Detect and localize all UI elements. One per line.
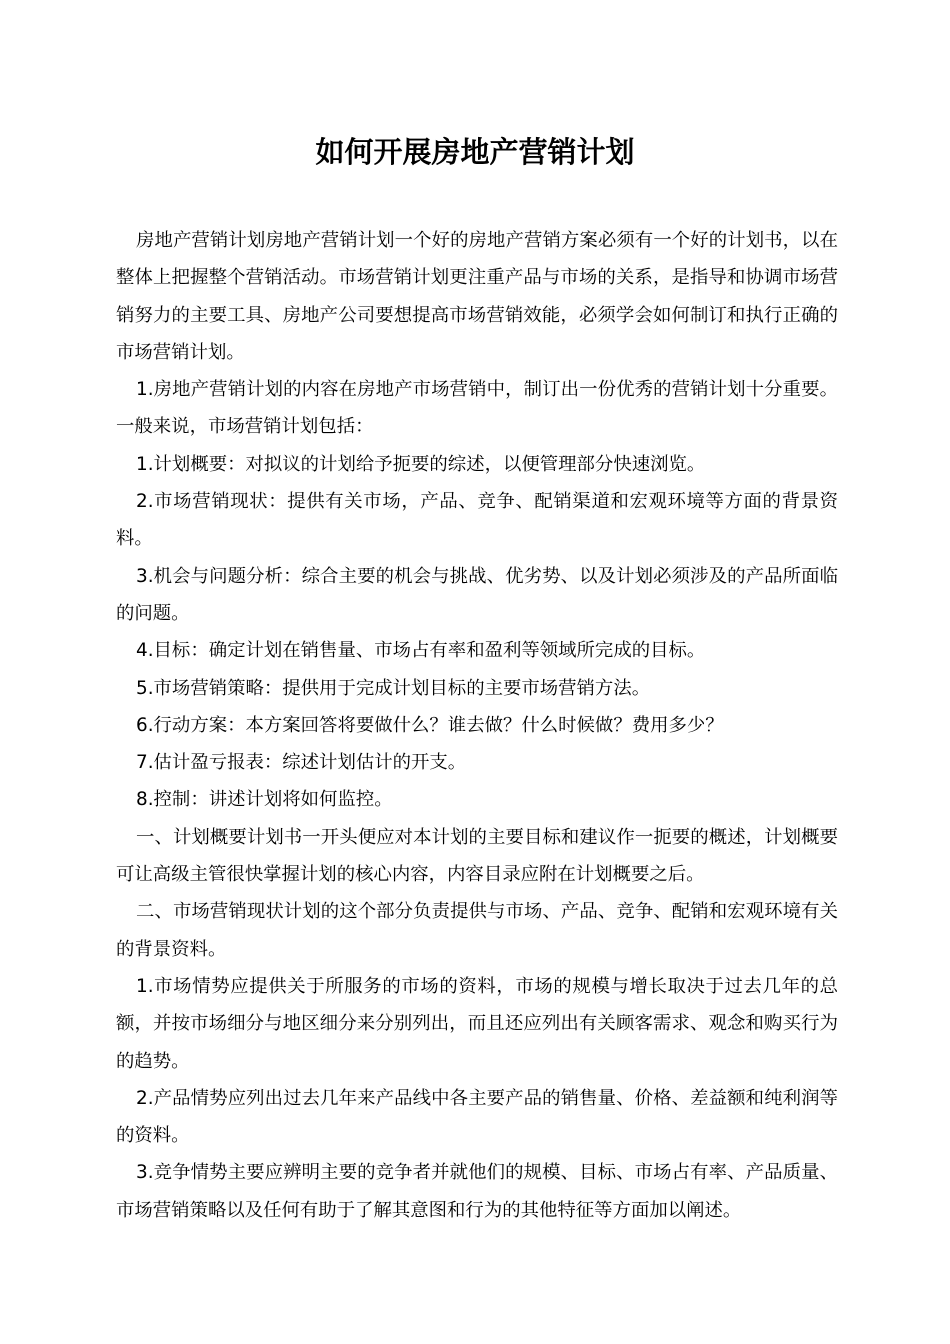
paragraph-section-two: 二、市场营销现状计划的这个部分负责提供与市场、产品、竞争、配销和宏观环境有关的背景资料。 [116,901,838,960]
paragraph-plan-content: 1.房地产营销计划的内容在房地产市场营销中，制订出一份优秀的营销计划十分重要。一般来说，市场营销计划包括： [116,379,838,438]
paragraph-item-action-plan: 6.行动方案：本方案回答将要做什么？谁去做？什么时候做？费用多少？ [136,714,724,736]
paragraph-item-summary: 1.计划概要：对拟议的计划给予扼要的综述，以便管理部分快速浏览。 [136,453,706,475]
paragraph-section-one: 一、计划概要计划书一开头便应对本计划的主要目标和建议作一扼要的概述，计划概要可让高级主管很快掌握计划的核心内容，内容目录应附在计划概要之后。 [116,826,838,886]
paragraph-item-control: 8.控制：讲述计划将如何监控。 [136,789,393,811]
paragraph-item-strategy: 5.市场营销策略：提供用于完成计划目标的主要市场营销方法。 [136,677,651,699]
paragraph-competition-situation: 3.竞争情势主要应辨明主要的竞争者并就他们的规模、目标、市场占有率、产品质量、市场营销策略以及任何有助于了解其意图和行为的其他特征等方面加以阐述。 [116,1162,838,1221]
paragraph-market-situation: 1.市场情势应提供关于所服务的市场的资料，市场的规模与增长取决于过去几年的总额，并按市场细分与地区细分来分别列出，而且还应列出有关顾客需求、观念和购买行为的趋势。 [116,975,838,1072]
paragraph-item-market-status: 2.市场营销现状：提供有关市场，产品、竞争、配销渠道和宏观环境等方面的背景资料。 [116,491,838,550]
paragraph-item-profit-loss: 7.估计盈亏报表：综述计划估计的开支。 [136,752,467,774]
paragraph-item-analysis: 3.机会与问题分析：综合主要的机会与挑战、优劣势、以及计划必须涉及的产品所面临的问题。 [116,565,838,624]
document-title: 如何开展房地产营销计划 [315,135,635,169]
paragraph-intro: 房地产营销计划房地产营销计划一个好的房地产营销方案必须有一个好的计划书，以在整体上把握整个营销活动。市场营销计划更注重产品与市场的关系，是指导和协调市场营销努力的主要工具、房地产公司要想提高市场营销效能，必须学会如何制订和执行正确的市场营销计划。 [116,230,838,363]
paragraph-item-goals: 4.目标：确定计划在销售量、市场占有率和盈利等领域所完成的目标。 [136,640,706,662]
paragraph-product-situation: 2.产品情势应列出过去几年来产品线中各主要产品的销售量、价格、差益额和纯利润等的资料。 [116,1087,838,1147]
document-body [116,222,838,1229]
